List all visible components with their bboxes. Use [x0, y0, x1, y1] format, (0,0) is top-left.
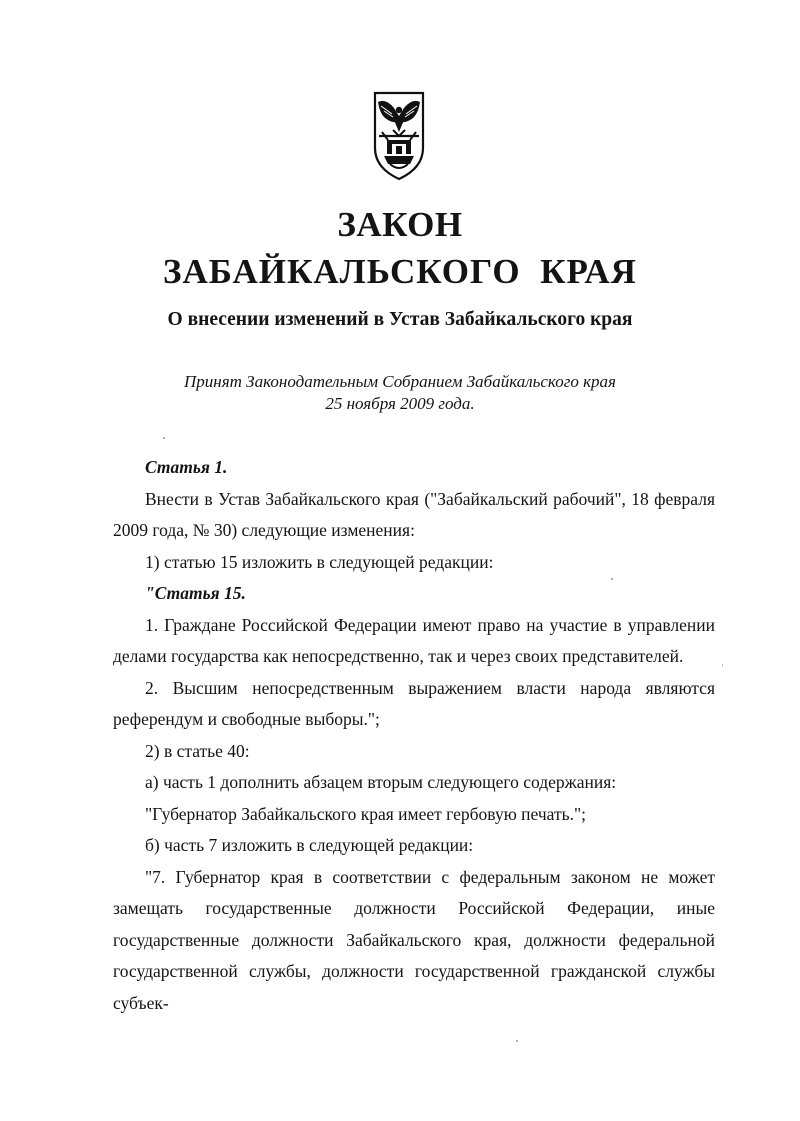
coat-of-arms-emblem	[372, 90, 426, 182]
law-body	[113, 452, 715, 1019]
law-region-title: ЗАБАЙКАЛЬСКОГО КРАЯ	[163, 252, 637, 291]
paragraph: "Губернатор Забайкальского края имеет гербовую печать.";	[145, 803, 586, 824]
scan-speck	[611, 578, 613, 580]
law-title: ЗАКОН	[337, 205, 463, 244]
paragraph: а) часть 1 дополнить абзацем вторым следующего содержания:	[145, 772, 617, 792]
paragraph: 1) статью 15 изложить в следующей редакции:	[145, 551, 494, 572]
paragraph: "7. Губернатор края в соответствии с федеральным законом не может замещать государственные должности Российской Федерации, иные государственные должности Забайкальского края, должности федеральной государственной службы, должности государственной гражданской службы субъек-	[113, 866, 715, 1013]
article-heading: "Статья 15.	[145, 583, 246, 603]
scan-speck	[516, 1040, 518, 1042]
paragraph: б) часть 7 изложить в следующей редакции:	[145, 835, 474, 855]
article-heading: Статья 1.	[145, 457, 228, 477]
adoption-body: Принят Законодательным Собранием Забайкальского края	[184, 372, 616, 391]
adoption-note	[0, 371, 800, 415]
scan-speck	[722, 664, 723, 666]
paragraph: 2. Высшим непосредственным выражением власти народа являются референдум и свободные выборы.";	[113, 677, 715, 729]
paragraph: 2) в статье 40:	[145, 740, 250, 761]
paragraph: 1. Граждане Российской Федерации имеют право на участие в управлении делами государства как непосредственно, так и через своих представителей.	[113, 614, 715, 666]
law-subtitle: О внесении изменений в Устав Забайкальского края	[167, 309, 633, 330]
adoption-date: 25 ноября 2009 года.	[325, 394, 475, 413]
scan-speck	[163, 437, 165, 439]
paragraph: Внести в Устав Забайкальского края ("Забайкальский рабочий", 18 февраля 2009 года, № 30) следующие изменения:	[113, 488, 715, 540]
